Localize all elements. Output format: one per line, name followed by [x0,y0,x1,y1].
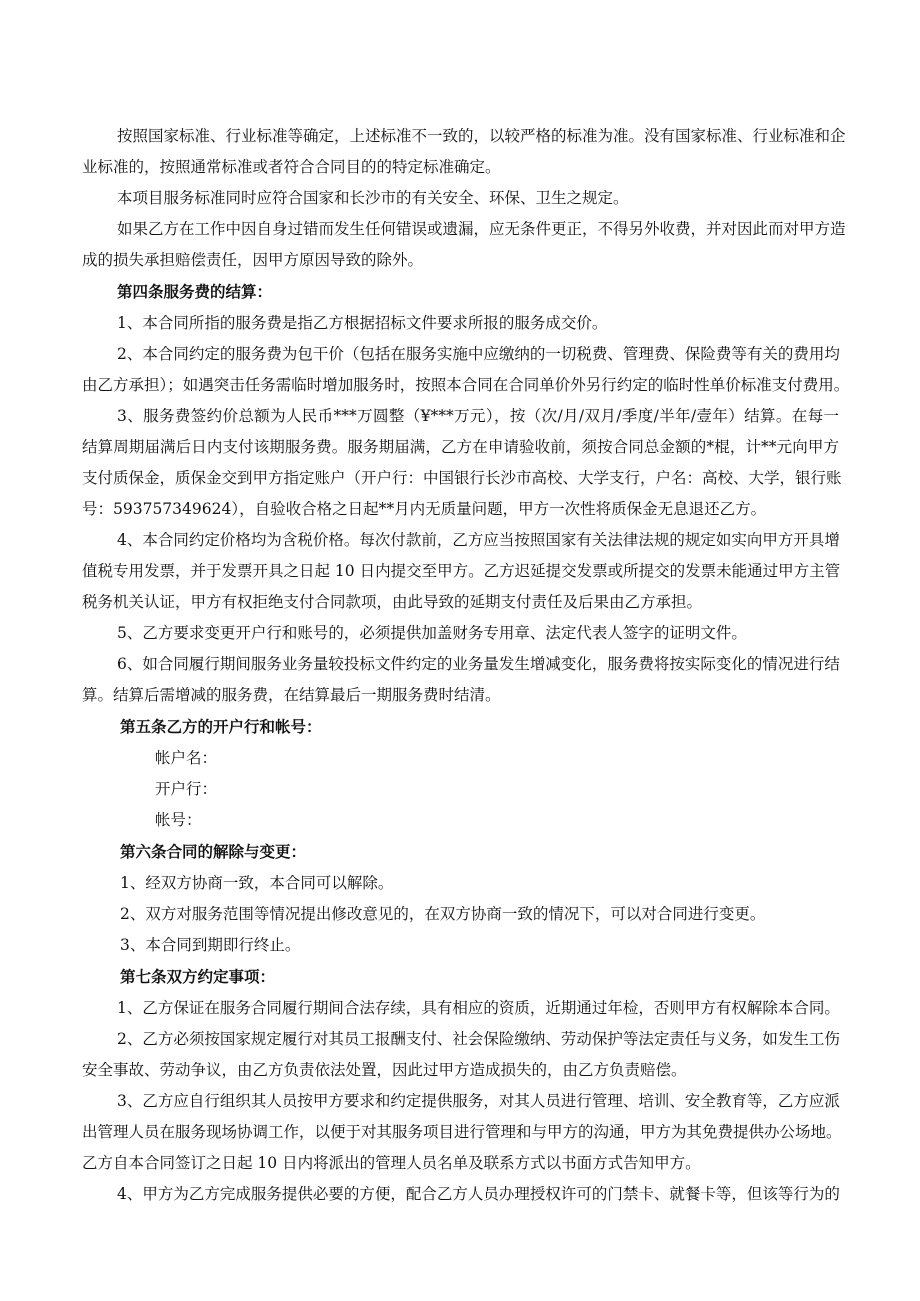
paragraph-line: 本项目服务标准同时应符合国家和长沙市的有关安全、环保、卫生之规定。 [117,189,629,207]
field-label-account-name: 帐户名： [155,749,218,767]
paragraph-line: 支付质保金，质保金交到甲方指定账户（开户行：中国银行长沙市高校、大学支行，户名：高校、大学，银行账 [82,469,842,487]
paragraph-line: 由乙方承担）；如遇突击任务需临时增加服务时，按照本合同在合同单价外另行约定的临时性单价标准支付费用。 [82,376,850,394]
paragraph-line: 1、本合同所指的服务费是指乙方根据招标文件要求所报的服务成交价。 [117,314,608,332]
paragraph-line: 算。结算后需增减的服务费，在结算最后一期服务费时结清。 [82,686,501,704]
paragraph-line: 税务机关认证，甲方有权拒绝支付合同款项，由此导致的延期支付责任及后果由乙方承担。 [82,593,703,611]
paragraph-line: 2、本合同约定的服务费为包干价（包括在服务实施中应缴纳的一切税费、管理费、保险费等有关的费用均 [117,345,840,363]
paragraph-line: 5、乙方要求变更开户行和账号的，必须提供加盖财务专用章、法定代表人签字的证明文件。 [117,624,747,642]
paragraph-line: 3、乙方应自行组织其人员按甲方要求和约定提供服务，对其人员进行管理、培训、安全教育等，乙方应派 [117,1092,840,1110]
paragraph-line: 1、乙方保证在服务合同履行期间合法存续，具有相应的资质，近期通过年检，否则甲方有权解除本合同。 [117,999,840,1017]
paragraph-line: 6、如合同履行期间服务业务量较投标文件约定的业务量发生增减变化，服务费将按实际变化的情况进行结 [117,655,840,673]
paragraph-line: 2、乙方必须按国家规定履行对其员工报酬支付、社会保险缴纳、劳动保护等法定责任与义务，如发生工伤 [117,1030,840,1048]
paragraph-line: 3、本合同到期即行终止。 [120,936,301,954]
paragraph-line: 值税专用发票，并于发票开具之日起 10 日内提交至甲方。乙方迟延提交发票或所提交的发票未能通过甲方主管 [82,562,841,580]
paragraph-line: 3、服务费签约价总额为人民币***万圆整（¥***万元），按（次/月/双月/季度/半年/壹年）结算。在每一 [117,407,839,425]
paragraph-line: 成的损失承担赔偿责任，因甲方原因导致的除外。 [82,251,424,269]
paragraph-line: 业标准的，按照通常标准或者符合合同目的的特定标准确定。 [82,158,501,176]
paragraph-line: 1、经双方协商一致，本合同可以解除。 [120,874,394,892]
section-heading: 第五条乙方的开户行和帐号： [120,717,322,736]
paragraph-line: 按照国家标准、行业标准等确定，上述标准不一致的，以较严格的标准为准。没有国家标准、行业标准和企 [117,127,846,145]
paragraph-line: 出管理人员在服务现场协调工作，以便于对其服务项目进行管理和与甲方的沟通，甲方为其免费提供办公场地。 [82,1123,842,1141]
section-heading: 第四条服务费的结算： [117,282,273,301]
paragraph-line: 结算周期届满后日内支付该期服务费。服务期届满，乙方在申请验收前，须按合同总金额的*棍，计**元向甲方 [82,438,839,456]
paragraph-line: 4、本合同约定价格均为含税价格。每次付款前，乙方应当按照国家有关法律法规的规定如实向甲方开具增 [117,531,840,549]
section-heading: 第六条合同的解除与变更： [120,842,307,861]
section-heading: 第七条双方约定事项： [120,967,276,986]
paragraph-line: 乙方自本合同签订之日起 10 日内将派出的管理人员名单及联系方式以书面方式告知甲方。 [82,1154,701,1172]
paragraph-line: 安全事故、劳动争议，由乙方负责依法处置，因此过甲方造成损失的，由乙方负责赔偿。 [82,1061,687,1079]
paragraph-line: 号：593757349624），自验收合格之日起**月内无质量问题，甲方一次性将质保金无息退还乙方。 [82,500,767,518]
paragraph-line: 4、甲方为乙方完成服务提供必要的方便，配合乙方人员办理授权许可的门禁卡、就餐卡等，但该等行为的 [117,1185,840,1203]
paragraph-line: 2、双方对服务范围等情况提出修改意见的，在双方协商一致的情况下，可以对合同进行变更。 [120,905,766,923]
field-label-account-number: 帐号： [155,811,202,829]
paragraph-line: 如果乙方在工作中因自身过错而发生任何错误或遗漏，应无条件更正，不得另外收费，并对因此而对甲方造 [117,220,846,238]
field-label-bank: 开户行： [155,780,218,798]
